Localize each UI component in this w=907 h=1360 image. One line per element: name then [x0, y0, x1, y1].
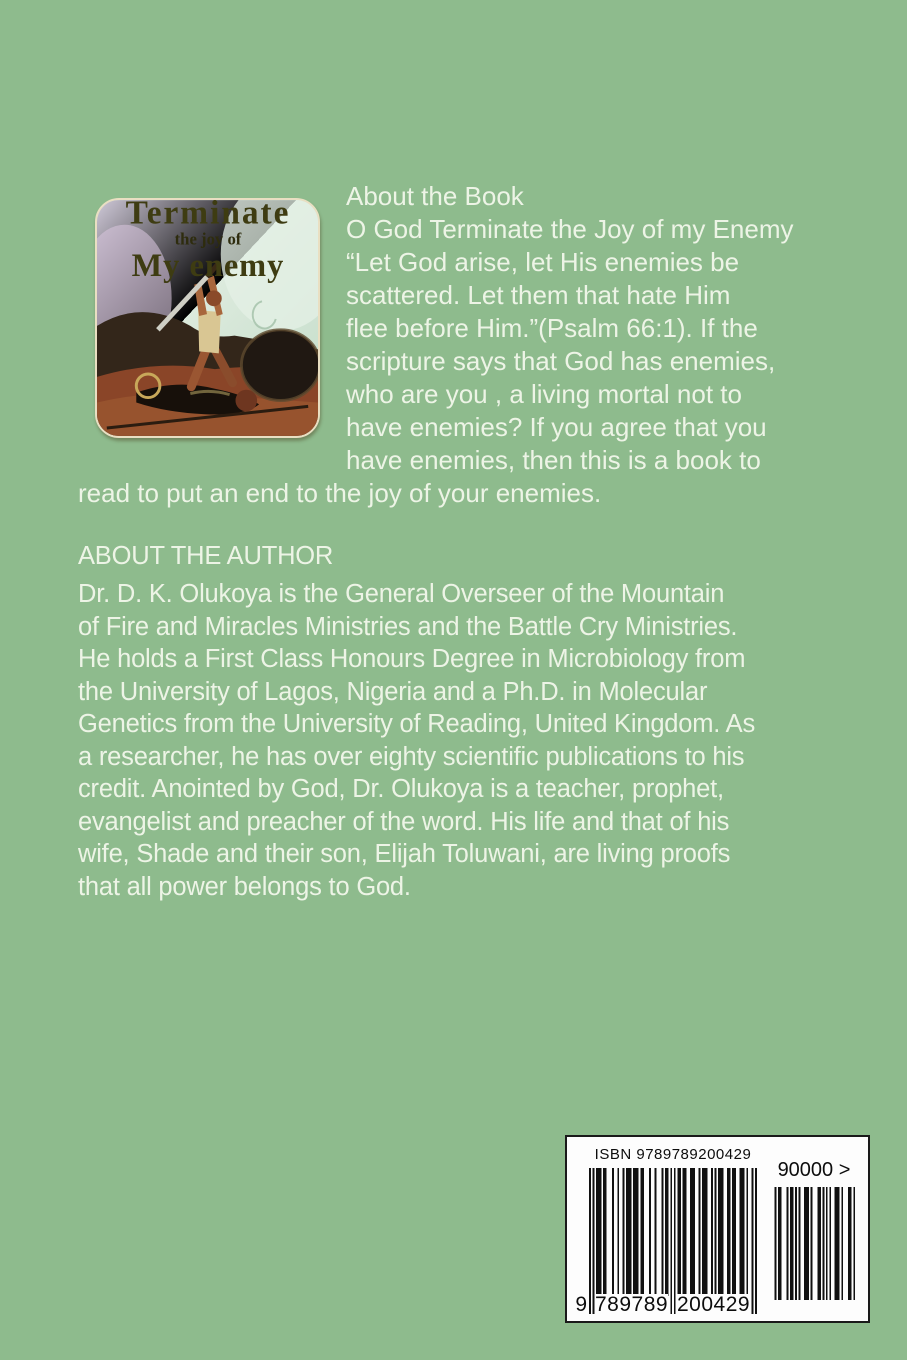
text-line: scattered. Let them that hate Him [346, 280, 731, 310]
text-line: read to put an end to the joy of your enemies. [78, 478, 602, 508]
text-line: scripture says that God has enemies, [346, 346, 776, 376]
barcode-digit-group1: 789789 [595, 1293, 669, 1316]
text-line: credit. Anointed by God, Dr. Olukoya is a teacher, prophet, [78, 775, 724, 803]
text-line: Genetics from the University of Reading, United Kingdom. As [78, 710, 756, 738]
text-line: He holds a First Class Honours Degree in Microbiology from [78, 645, 746, 673]
about-author-heading: ABOUT THE AUTHOR [78, 542, 334, 570]
cover-title-line2: the joy of [174, 229, 242, 249]
ean5-addon-barcode [770, 1157, 858, 1300]
text-line: evangelist and preacher of the word. His life and that of his [78, 807, 730, 836]
cover-title-line3: My enemy [131, 247, 285, 284]
cover-art-illustration [97, 200, 318, 436]
about-book-heading: About the Book [346, 181, 524, 211]
text-line: a researcher, he has over eighty scientific publications to his [78, 742, 745, 771]
isbn-barcode-block [565, 1135, 870, 1323]
text-line: have enemies? If you agree that you [346, 412, 767, 442]
cover-title-line1: Terminate [125, 200, 291, 232]
front-cover-thumbnail [95, 198, 320, 438]
text-line: “Let God arise, let His enemies be [346, 247, 740, 277]
barcode-digit-group2: 200429 [677, 1293, 751, 1316]
text-line: flee before Him.”(Psalm 66:1). If the [346, 313, 758, 343]
about-author-section [78, 540, 888, 903]
ean13-barcode [575, 1168, 757, 1316]
about-book-section [78, 180, 870, 510]
text-line: of Fire and Miracles Ministries and the Battle Cry Ministries. [78, 612, 738, 641]
text-line: that all power belongs to God. [78, 872, 411, 901]
addon-price-label: 90000 > [777, 1159, 851, 1181]
text-line: who are you , a living mortal not to [346, 379, 742, 409]
text-line: the University of Lagos, Nigeria and a Ph.D. in Molecular [78, 677, 708, 706]
text-line: have enemies, then this is a book to [346, 445, 761, 475]
ean5-bars [773, 1187, 855, 1300]
isbn-label: ISBN 9789789200429 [594, 1146, 752, 1163]
text-line: O God Terminate the Joy of my Enemy [346, 214, 794, 244]
barcode-digit-left: 9 [575, 1293, 588, 1316]
text-line: wife, Shade and their son, Elijah Toluwani, are living proofs [78, 840, 731, 868]
text-line: Dr. D. K. Olukoya is the General Overseer of the Mountain [78, 580, 725, 608]
